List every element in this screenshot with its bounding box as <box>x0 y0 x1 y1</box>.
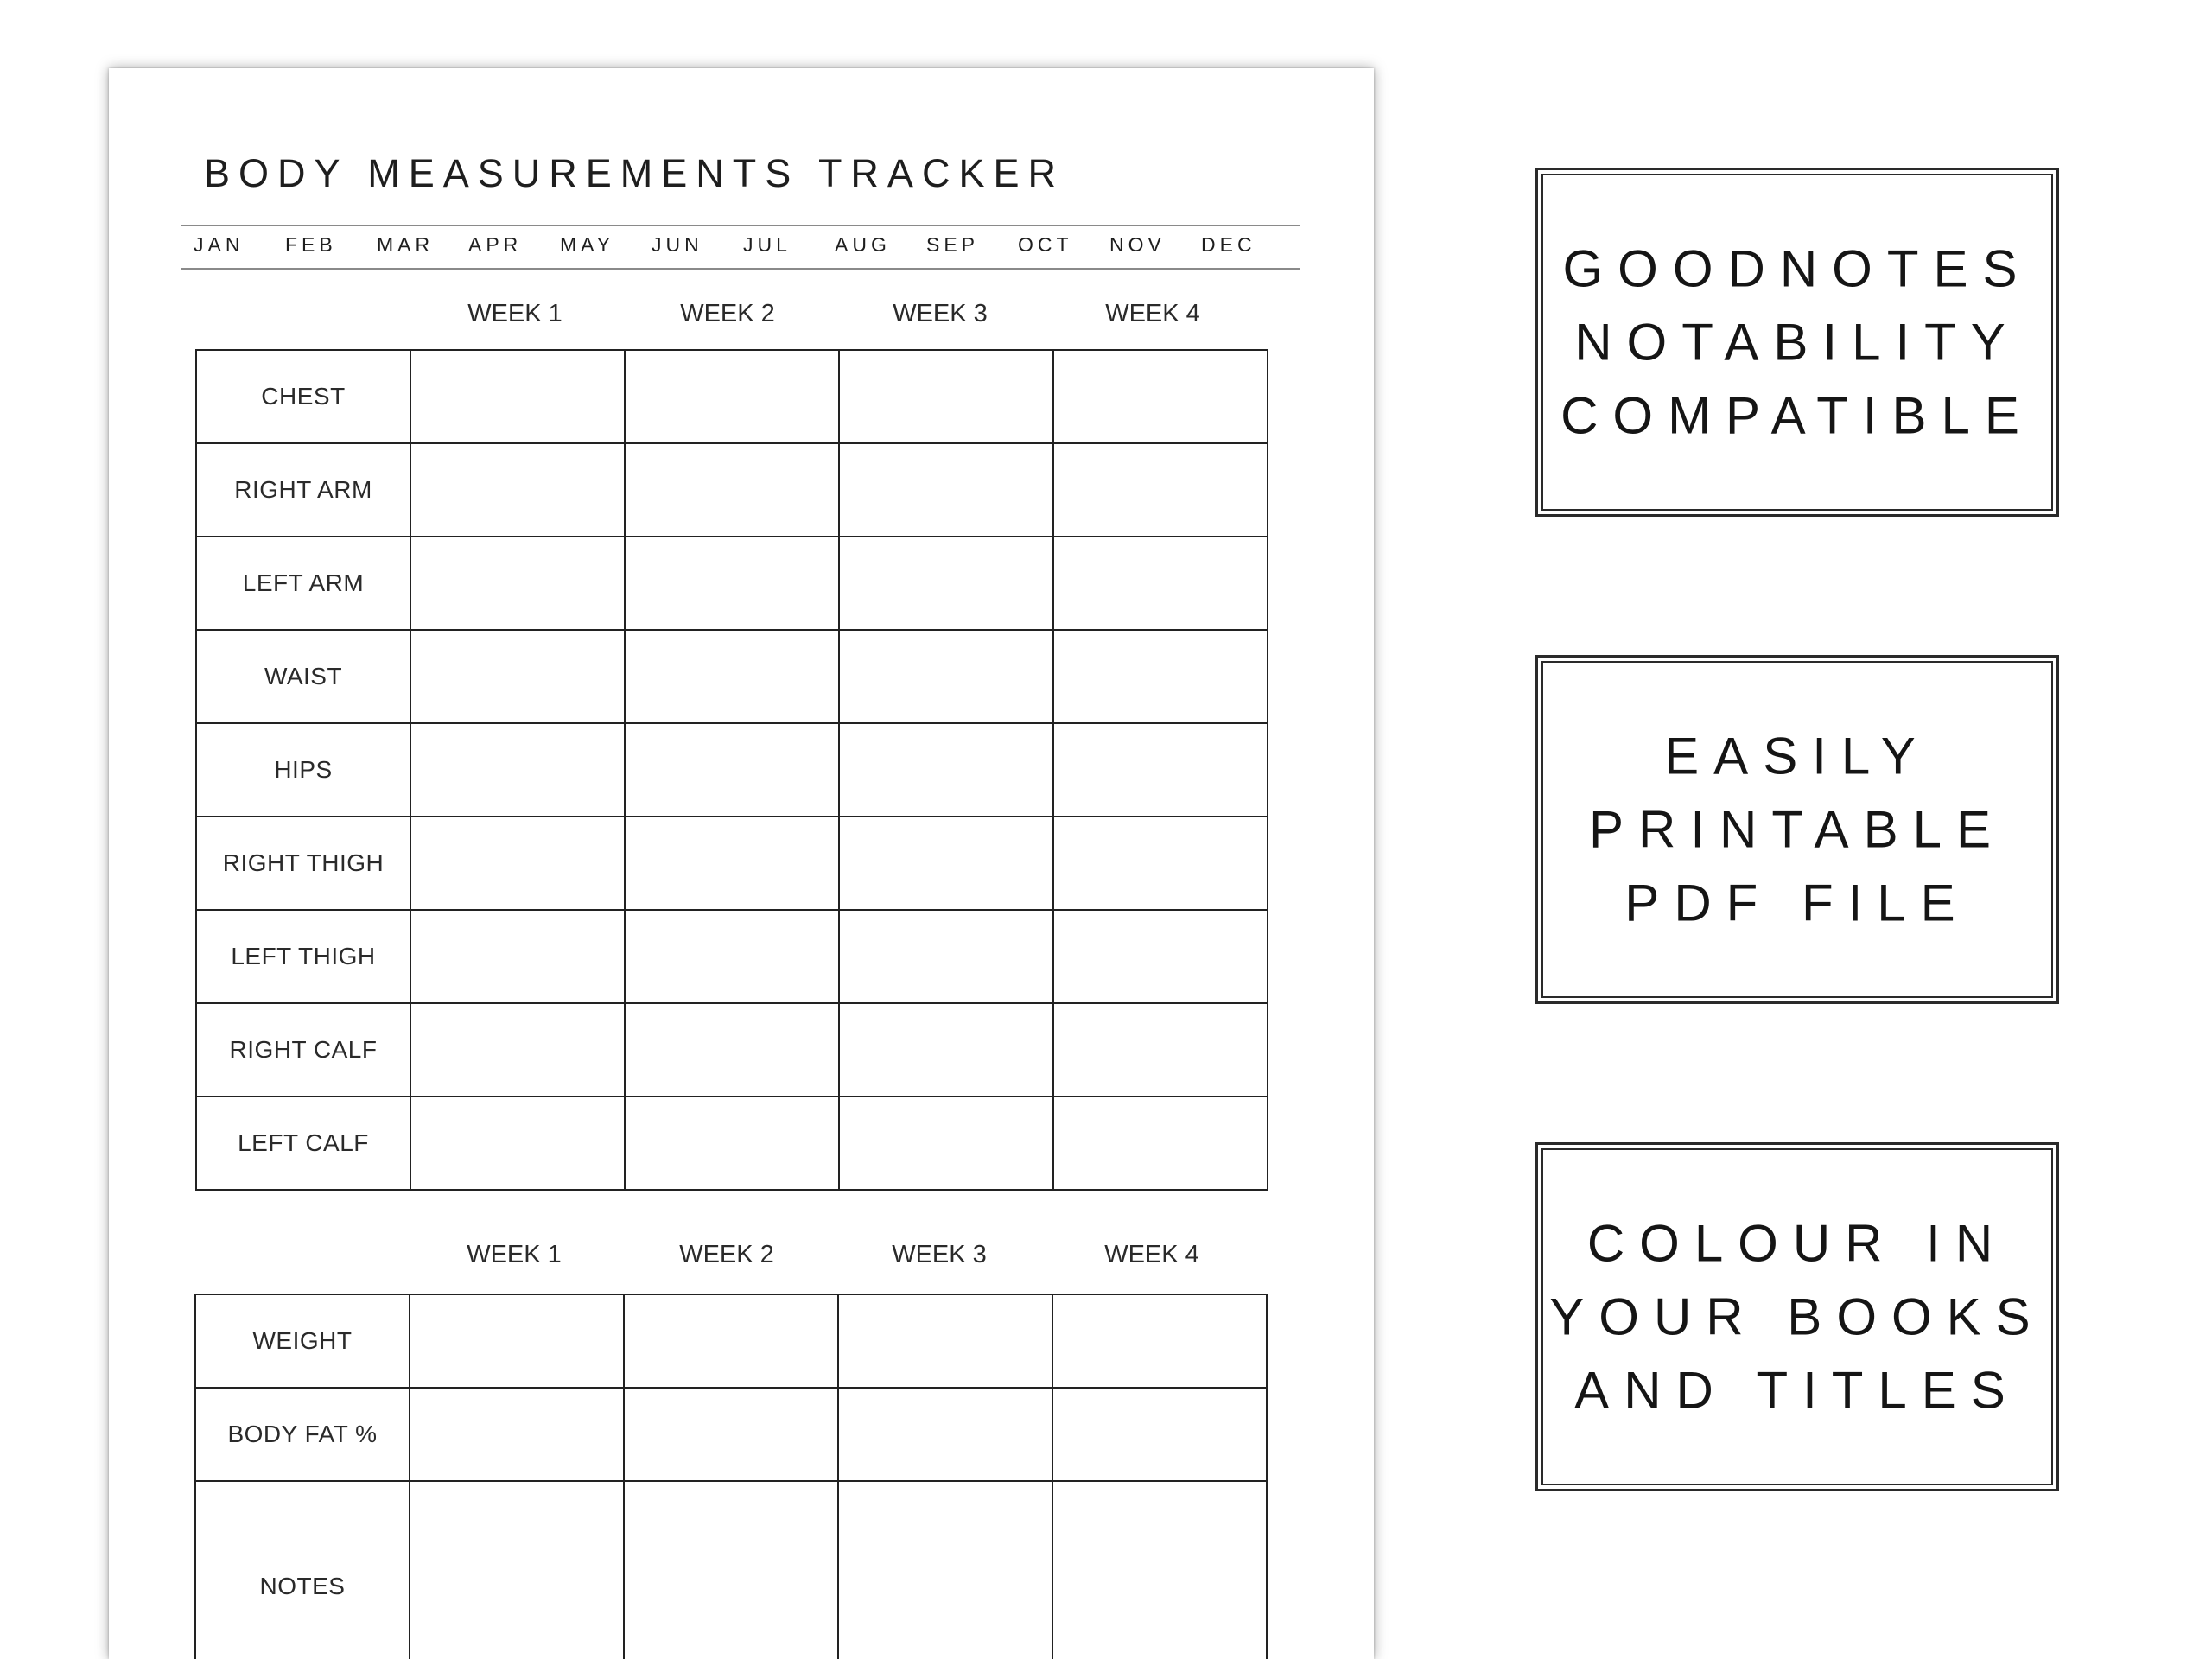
input-cell[interactable] <box>839 443 1053 537</box>
input-cell[interactable] <box>1053 910 1268 1003</box>
input-cell[interactable] <box>410 1003 625 1096</box>
feature-line: GOODNOTES <box>1562 239 2032 298</box>
table-row <box>196 537 1268 630</box>
input-cell[interactable] <box>625 537 839 630</box>
feature-line: AND TITLES <box>1574 1361 2020 1420</box>
input-cell[interactable] <box>625 630 839 723</box>
week-header-4-summary: WEEK 4 <box>1104 1241 1199 1268</box>
month-tab-feb[interactable]: FEB <box>285 233 337 256</box>
input-cell[interactable] <box>1052 1388 1267 1481</box>
table-row <box>195 1481 1267 1659</box>
measurements-table <box>195 349 1268 1191</box>
row-label-notes: NOTES <box>195 1481 410 1659</box>
table-row <box>196 910 1268 1003</box>
week-header-3-summary: WEEK 3 <box>892 1241 987 1268</box>
week-header-4: WEEK 4 <box>1105 300 1200 327</box>
row-label-left-arm: LEFT ARM <box>196 537 410 630</box>
table-row <box>196 1096 1268 1190</box>
planner-page <box>109 68 1374 1659</box>
input-cell[interactable] <box>625 350 839 443</box>
month-tab-mar[interactable]: MAR <box>377 233 435 256</box>
input-cell[interactable] <box>625 1096 839 1190</box>
input-cell[interactable] <box>1053 1096 1268 1190</box>
notes-cell[interactable] <box>624 1481 838 1659</box>
input-cell[interactable] <box>624 1388 838 1481</box>
input-cell[interactable] <box>839 1096 1053 1190</box>
table-row <box>196 723 1268 817</box>
month-tab-aug[interactable]: AUG <box>835 233 891 256</box>
month-tab-may[interactable]: MAY <box>560 233 615 256</box>
input-cell[interactable] <box>839 817 1053 910</box>
month-tab-apr[interactable]: APR <box>468 233 523 256</box>
input-cell[interactable] <box>1053 1003 1268 1096</box>
input-cell[interactable] <box>838 1388 1052 1481</box>
month-tab-jan[interactable]: JAN <box>194 233 245 256</box>
month-tab-oct[interactable]: OCT <box>1018 233 1073 256</box>
feature-box-printable <box>1535 655 2059 1004</box>
page-title: BODY MEASUREMENTS TRACKER <box>204 151 1065 195</box>
notes-cell[interactable] <box>410 1481 624 1659</box>
feature-line: COLOUR IN <box>1586 1214 2008 1273</box>
table-row <box>196 350 1268 443</box>
month-tab-jun[interactable]: JUN <box>652 233 703 256</box>
feature-line: PDF FILE <box>1624 874 1970 932</box>
notes-cell[interactable] <box>1052 1481 1267 1659</box>
feature-line: YOUR BOOKS <box>1549 1287 2045 1346</box>
feature-line: NOTABILITY <box>1574 313 2020 372</box>
input-cell[interactable] <box>410 630 625 723</box>
feature-line: PRINTABLE <box>1589 800 2005 859</box>
input-cell[interactable] <box>410 817 625 910</box>
week-header-3: WEEK 3 <box>893 300 988 327</box>
row-label-body-fat: BODY FAT % <box>195 1388 410 1481</box>
feature-box-compatibility <box>1535 168 2059 517</box>
feature-text <box>1538 232 2056 453</box>
table-row <box>196 817 1268 910</box>
input-cell[interactable] <box>625 443 839 537</box>
input-cell[interactable] <box>1053 723 1268 817</box>
input-cell[interactable] <box>839 537 1053 630</box>
feature-line: EASILY <box>1664 727 1930 785</box>
table-row <box>196 443 1268 537</box>
input-cell[interactable] <box>625 723 839 817</box>
table-row <box>195 1388 1267 1481</box>
month-tab-nov[interactable]: NOV <box>1109 233 1166 256</box>
month-bar <box>181 225 1300 270</box>
table-row <box>196 1003 1268 1096</box>
feature-text <box>1538 1207 2056 1427</box>
month-tab-sep[interactable]: SEP <box>926 233 980 256</box>
row-label-left-thigh: LEFT THIGH <box>196 910 410 1003</box>
row-label-hips: HIPS <box>196 723 410 817</box>
input-cell[interactable] <box>839 910 1053 1003</box>
input-cell[interactable] <box>410 537 625 630</box>
feature-line: COMPATIBLE <box>1560 386 2034 445</box>
input-cell[interactable] <box>839 723 1053 817</box>
input-cell[interactable] <box>410 1294 624 1388</box>
table-row <box>195 1294 1267 1388</box>
input-cell[interactable] <box>1052 1294 1267 1388</box>
input-cell[interactable] <box>410 1388 624 1481</box>
input-cell[interactable] <box>839 350 1053 443</box>
input-cell[interactable] <box>410 723 625 817</box>
input-cell[interactable] <box>1053 350 1268 443</box>
input-cell[interactable] <box>1053 443 1268 537</box>
feature-box-colour <box>1535 1142 2059 1491</box>
row-label-chest: CHEST <box>196 350 410 443</box>
input-cell[interactable] <box>410 910 625 1003</box>
input-cell[interactable] <box>410 443 625 537</box>
week-header-1: WEEK 1 <box>467 300 563 327</box>
row-label-right-thigh: RIGHT THIGH <box>196 817 410 910</box>
row-label-weight: WEIGHT <box>195 1294 410 1388</box>
input-cell[interactable] <box>839 1003 1053 1096</box>
row-label-left-calf: LEFT CALF <box>196 1096 410 1190</box>
input-cell[interactable] <box>625 910 839 1003</box>
week-header-2-summary: WEEK 2 <box>679 1241 774 1268</box>
week-header-2: WEEK 2 <box>680 300 775 327</box>
row-label-right-arm: RIGHT ARM <box>196 443 410 537</box>
input-cell[interactable] <box>839 630 1053 723</box>
input-cell[interactable] <box>410 350 625 443</box>
summary-table <box>194 1294 1268 1659</box>
month-tab-dec[interactable]: DEC <box>1201 233 1256 256</box>
row-label-right-calf: RIGHT CALF <box>196 1003 410 1096</box>
feature-text <box>1538 720 2056 940</box>
month-tab-jul[interactable]: JUL <box>743 233 791 256</box>
row-label-waist: WAIST <box>196 630 410 723</box>
input-cell[interactable] <box>1053 817 1268 910</box>
input-cell[interactable] <box>410 1096 625 1190</box>
input-cell[interactable] <box>625 1003 839 1096</box>
table-row <box>196 630 1268 723</box>
notes-cell[interactable] <box>838 1481 1052 1659</box>
week-header-1-summary: WEEK 1 <box>467 1241 562 1268</box>
input-cell[interactable] <box>1053 537 1268 630</box>
input-cell[interactable] <box>838 1294 1052 1388</box>
input-cell[interactable] <box>1053 630 1268 723</box>
input-cell[interactable] <box>624 1294 838 1388</box>
input-cell[interactable] <box>625 817 839 910</box>
